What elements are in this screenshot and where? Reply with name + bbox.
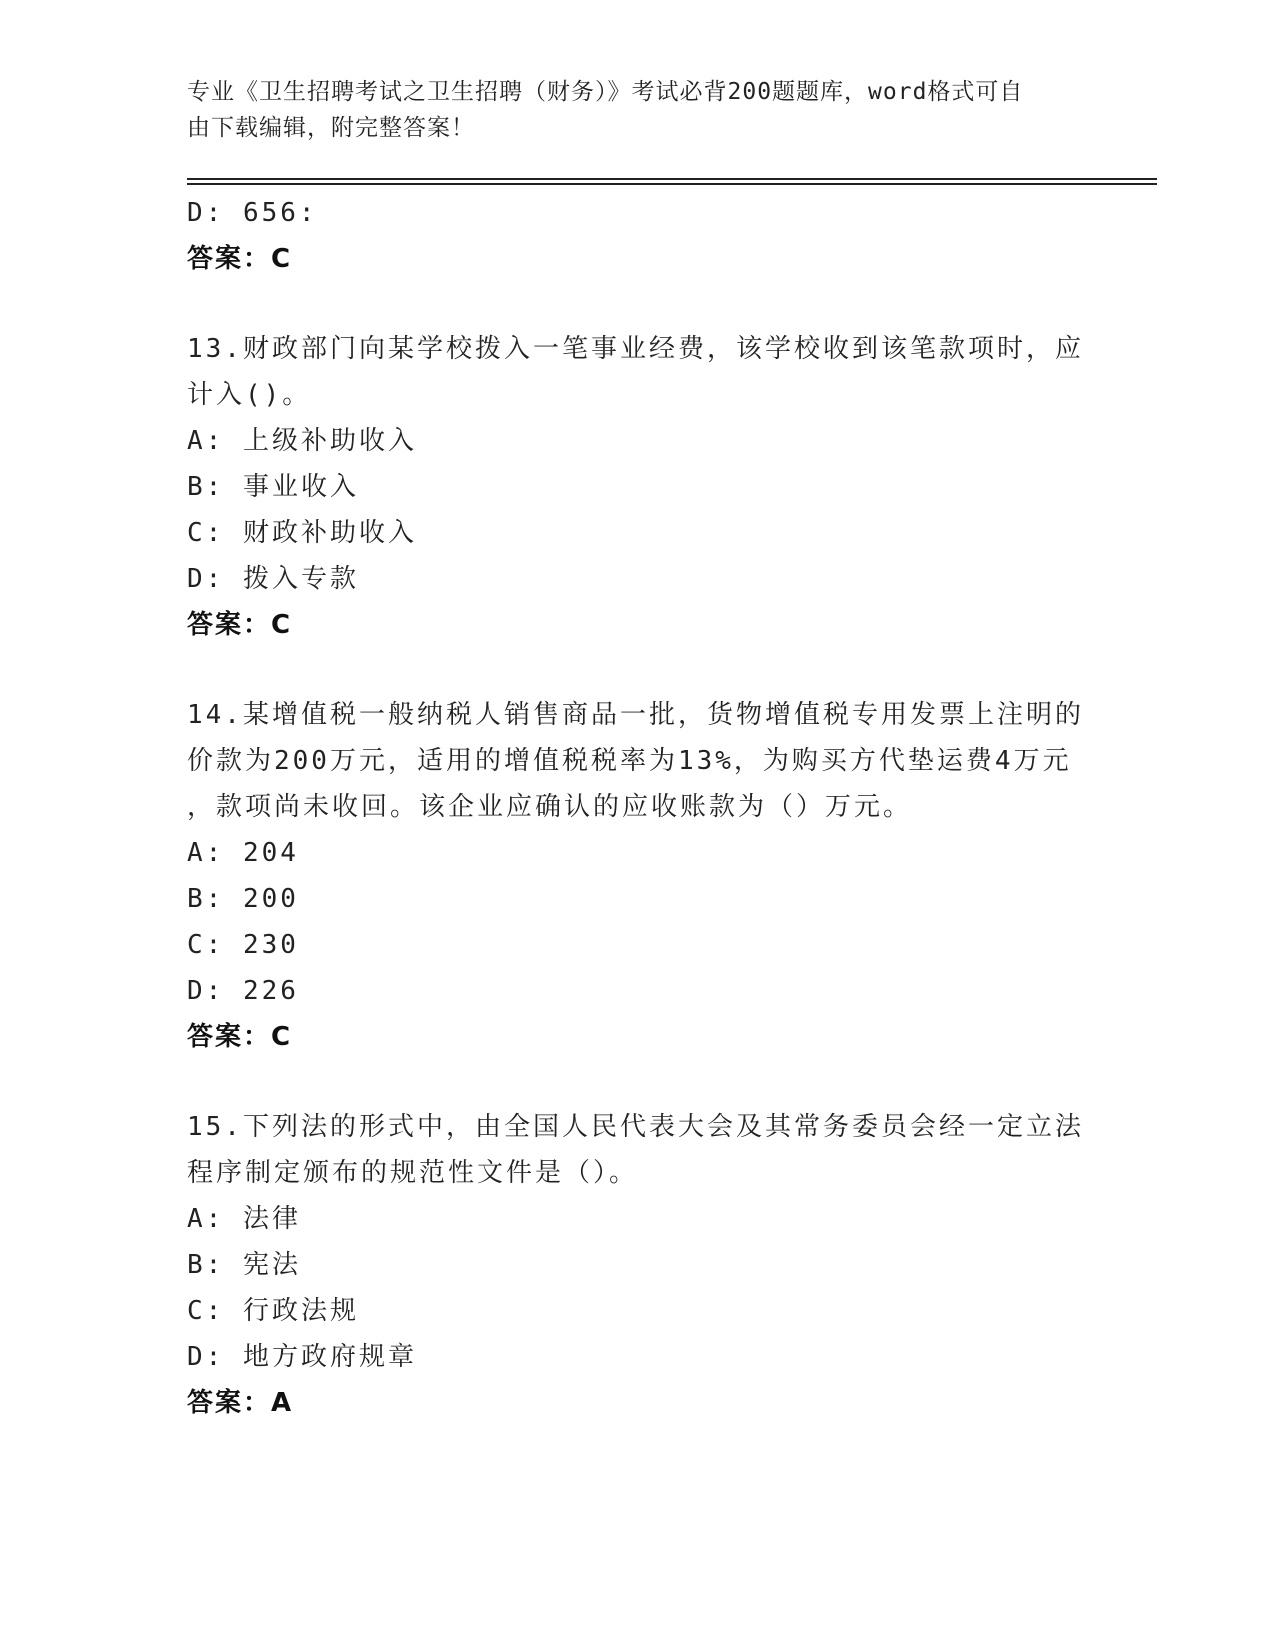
answer-line: 答案：C [187,1022,293,1052]
answer-line: 答案：A [187,1388,294,1418]
question-15 [187,1104,1087,1426]
answer-line: 答案：C [187,244,293,274]
spacer [187,648,1087,692]
header-divider-bottom [187,183,1157,185]
question-content [187,190,1087,1426]
question-stem-line: 计入()。 [187,380,312,410]
header-line-2: 由下载编辑，附完整答案！ [187,115,475,141]
option-b: B: 宪法 [187,1250,301,1280]
option-d: D: 656: [187,198,318,228]
option-d: D: 226 [187,976,299,1006]
option-b: B: 事业收入 [187,472,359,502]
question-14 [187,692,1087,1060]
option-d: D: 拨入专款 [187,564,359,594]
header-line-1: 专业《卫生招聘考试之卫生招聘（财务）》考试必背200题题库，word格式可自 [187,79,1024,105]
header-divider-top [187,178,1157,180]
answer-line: 答案：C [187,610,293,640]
option-c: C: 230 [187,930,299,960]
question-stem-line: 13.财政部门向某学校拨入一笔事业经费，该学校收到该笔款项时，应 [187,334,1084,364]
question-stem-line: ，款项尚未收回。该企业应确认的应收账款为（）万元。 [187,792,913,822]
option-a: A: 法律 [187,1204,301,1234]
option-b: B: 200 [187,884,299,914]
question-13 [187,326,1087,648]
question-stem-line: 14.某增值税一般纳税人销售商品一批，货物增值税专用发票上注明的 [187,700,1084,730]
option-a: A: 204 [187,838,299,868]
option-a: A: 上级补助收入 [187,426,417,456]
spacer [187,1060,1087,1104]
question-stem-line: 程序制定颁布的规范性文件是（）。 [187,1158,639,1188]
question-stem-line: 15.下列法的形式中，由全国人民代表大会及其常务委员会经一定立法 [187,1112,1084,1142]
previous-question-tail [187,190,1087,282]
option-c: C: 财政补助收入 [187,518,417,548]
spacer [187,282,1087,326]
option-d: D: 地方政府规章 [187,1342,417,1372]
question-stem-line: 价款为200万元，适用的增值税税率为13%，为购买方代垫运费4万元 [187,746,1072,776]
document-header [187,74,1087,146]
option-c: C: 行政法规 [187,1296,359,1326]
